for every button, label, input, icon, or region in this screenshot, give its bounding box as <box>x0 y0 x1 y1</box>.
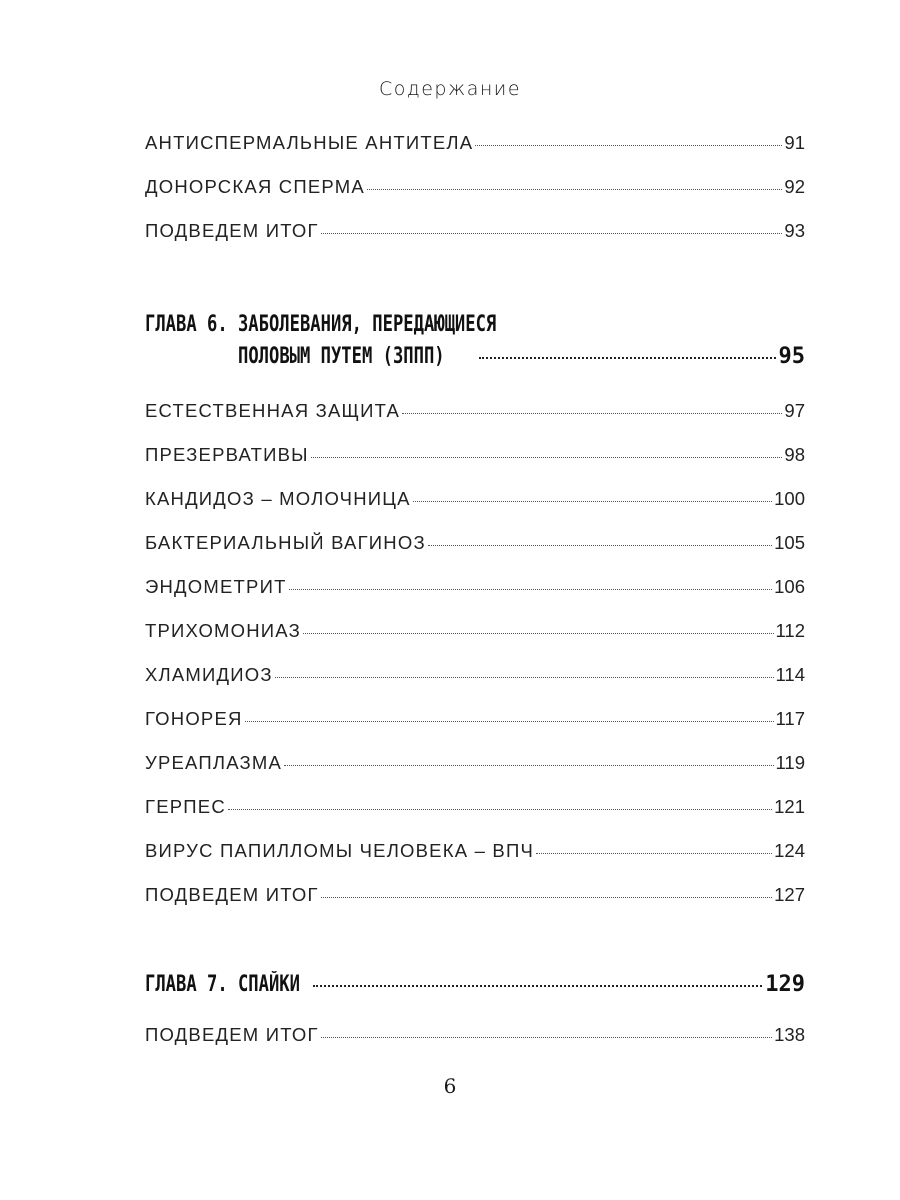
dot-leader <box>321 233 783 234</box>
toc-entry-title: ДОНОРСКАЯ СПЕРМА <box>145 176 365 197</box>
toc-entry[interactable] <box>145 796 805 818</box>
dot-leader <box>428 545 772 546</box>
toc-entry-title: ЭНДОМЕТРИТ <box>145 576 287 597</box>
toc-entry-title: ПРЕЗЕРВАТИВЫ <box>145 444 309 465</box>
toc-entry-title: ЕСТЕСТВЕННАЯ ЗАЩИТА <box>145 400 400 421</box>
chapter-7-title: ГЛАВА 7. СПАЙКИ <box>145 972 300 997</box>
toc-entry-page: 127 <box>774 884 805 905</box>
toc-entry-page: 105 <box>774 532 805 553</box>
chapter-6-title-part1: ГЛАВА 6. ЗАБОЛЕВАНИЯ, ПЕРЕДАЮЩИЕСЯ <box>145 312 497 337</box>
toc-entry-page: 91 <box>784 132 805 153</box>
toc-entry-title: ВИРУС ПАПИЛЛОМЫ ЧЕЛОВЕКА – ВПЧ <box>145 840 534 861</box>
toc-entry[interactable] <box>145 444 805 466</box>
toc-entry-title: БАКТЕРИАЛЬНЫЙ ВАГИНОЗ <box>145 532 426 553</box>
toc-entry-page: 114 <box>775 664 805 685</box>
toc-entry-title: ПОДВЕДЕМ ИТОГ <box>145 1024 319 1045</box>
toc-entry[interactable] <box>145 488 805 510</box>
toc-entry-title: АНТИСПЕРМАЛЬНЫЕ АНТИТЕЛА <box>145 132 474 153</box>
chapter-7-page: 129 <box>765 972 805 997</box>
chapter-6-title-part2: ПОЛОВЫМ ПУТЕМ (ЗППП) <box>238 344 445 369</box>
chapter-6-heading-line1[interactable] <box>145 312 565 337</box>
toc-entry[interactable] <box>145 708 805 730</box>
toc-entry[interactable] <box>145 664 805 686</box>
toc-entry[interactable] <box>145 400 805 422</box>
page-header: Содержание <box>378 78 522 100</box>
toc-entry-page: 97 <box>784 400 805 421</box>
dot-leader <box>367 189 783 190</box>
toc-entry[interactable] <box>145 220 805 242</box>
chapter-6-heading-line2[interactable] <box>238 344 805 369</box>
toc-entry-page: 106 <box>774 576 805 597</box>
toc-entry-page: 121 <box>774 796 805 817</box>
dot-leader <box>303 633 773 634</box>
toc-entry-page: 98 <box>784 444 805 465</box>
toc-entry-page: 138 <box>774 1024 805 1045</box>
dot-leader <box>475 145 782 146</box>
dot-leader <box>289 589 773 590</box>
toc-entry[interactable] <box>145 576 805 598</box>
toc-entry-page: 93 <box>784 220 805 241</box>
toc-entry-page: 100 <box>774 488 805 509</box>
toc-entry[interactable] <box>145 752 805 774</box>
toc-entry-page: 112 <box>775 620 805 641</box>
toc-entry-title: ГЕРПЕС <box>145 796 226 817</box>
dot-leader <box>245 721 774 722</box>
dot-leader <box>284 765 773 766</box>
toc-entry-page: 119 <box>775 752 805 773</box>
toc-entry-page: 92 <box>784 176 805 197</box>
toc-entry-title: ПОДВЕДЕМ ИТОГ <box>145 884 319 905</box>
chapter-6-page: 95 <box>778 344 805 369</box>
dot-leader <box>311 457 783 458</box>
dot-leader <box>479 357 776 359</box>
dot-leader <box>321 1037 772 1038</box>
chapter-7-heading[interactable] <box>145 972 805 997</box>
toc-entry-title: ХЛАМИДИОЗ <box>145 664 273 685</box>
toc-entry[interactable] <box>145 1024 805 1046</box>
toc-entry-page: 117 <box>775 708 805 729</box>
toc-entry[interactable] <box>145 532 805 554</box>
dot-leader <box>413 501 772 502</box>
dot-leader <box>536 853 772 854</box>
dot-leader <box>275 677 774 678</box>
dot-leader <box>313 985 762 987</box>
dot-leader <box>402 413 782 414</box>
toc-entry[interactable] <box>145 176 805 198</box>
toc-entry-page: 124 <box>774 840 805 861</box>
dot-leader <box>228 809 772 810</box>
toc-entry-title: ПОДВЕДЕМ ИТОГ <box>145 220 319 241</box>
page-number: 6 <box>443 1074 457 1098</box>
toc-entry[interactable] <box>145 840 805 862</box>
toc-entry-title: КАНДИДОЗ – МОЛОЧНИЦА <box>145 488 411 509</box>
toc-entry-title: УРЕАПЛАЗМА <box>145 752 283 773</box>
toc-entry-title: ГОНОРЕЯ <box>145 708 243 729</box>
toc-entry-title: ТРИХОМОНИАЗ <box>145 620 302 641</box>
toc-entry[interactable] <box>145 132 805 154</box>
toc-entry[interactable] <box>145 620 805 642</box>
toc-entry[interactable] <box>145 884 805 906</box>
dot-leader <box>321 897 772 898</box>
